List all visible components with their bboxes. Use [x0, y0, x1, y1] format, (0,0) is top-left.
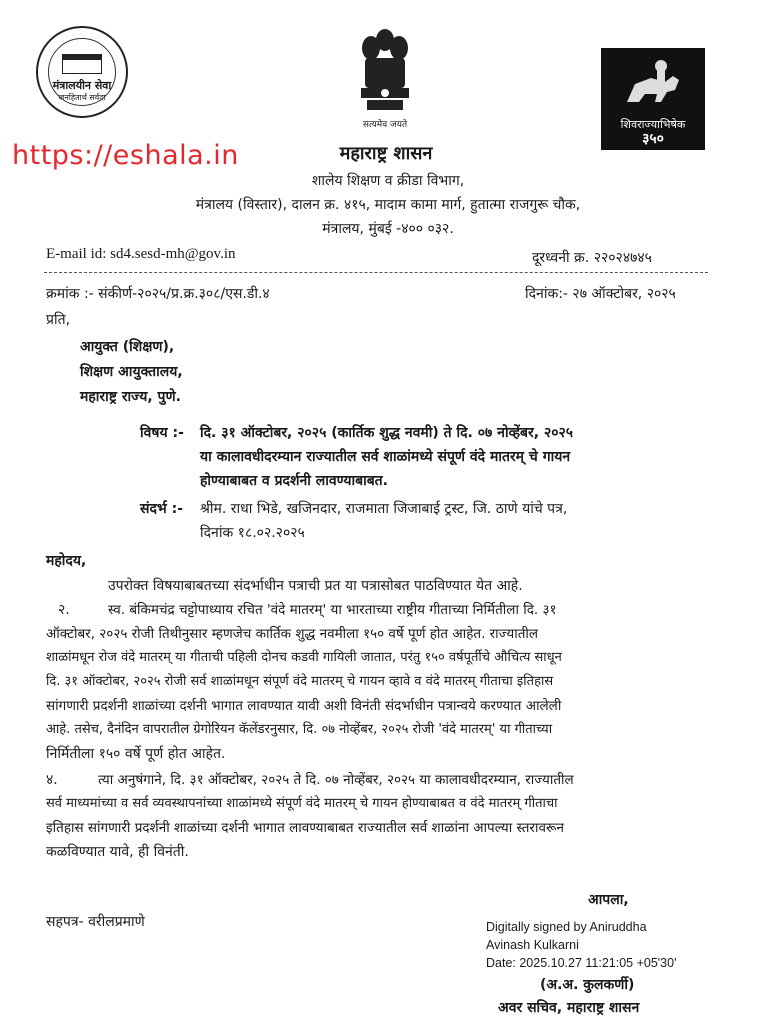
- reference-line-2: दिनांक १८.०२.२०२५: [200, 525, 305, 541]
- paragraph-2-line-7: निर्मितीला १५० वर्षे पूर्ण होत आहेत.: [46, 746, 226, 762]
- subject-label: विषय :-: [140, 425, 184, 441]
- paragraph-4-line-1: त्या अनुषंगाने, दि. ३१ ऑक्टोबर, २०२५ ते दि. ०७ नोव्हेंबर, २०२५ या कालावधीदरम्यान, राज्यातील: [98, 772, 574, 788]
- paragraph-2-line-6: आहे. तसेच, दैनंदिन वापरातील ग्रेगोरियन कॅलेंडरनुसार, दि. ०७ नोव्हेंबर, २०२५ रोजी 'वंदे मातरम्' या गीताच्या: [46, 722, 553, 737]
- reference-line-1: श्रीम. राधा भिडे, खजिनदार, राजमाता जिजाबाई ट्रस्ट, जि. ठाणे यांचे पत्र,: [200, 501, 568, 517]
- horse-rider-icon: [621, 56, 685, 108]
- ashoka-emblem-icon: [355, 26, 415, 116]
- subject-line-3: होण्याबाबत व प्रदर्शनी लावण्याबाबत.: [200, 473, 388, 489]
- signature-line-2: Avinash Kulkarni: [486, 938, 579, 953]
- signature-line-3: Date: 2025.10.27 11:21:05 +05'30': [486, 956, 677, 971]
- phone-line: दूरध्वनी क्र. २२०२४७४५: [532, 250, 652, 266]
- paragraph-2-number: २.: [58, 602, 70, 618]
- address-line-1: मंत्रालय (विस्तार), दालन क्र. ४१५, मादाम कामा मार्ग, हुतात्मा राजगुरू चौक,: [195, 197, 581, 213]
- org-title: महाराष्ट्र शासन: [339, 143, 433, 164]
- seal-subtext: जनहितार्थ सर्वदा: [58, 93, 106, 102]
- recipient-line-3: महाराष्ट्र राज्य, पुणे.: [80, 389, 181, 405]
- letter-date: दिनांक:- २७ ऑक्टोबर, २०२५: [525, 286, 676, 302]
- paragraph-2-line-4: दि. ३१ ऑक्टोबर, २०२५ रोजी सर्व शाळांमधून संपूर्ण वंदे मातरम् चे गायन व्हावे व वंदे मातरम् गीताचा इतिहास: [46, 674, 554, 689]
- salutation: महोदय,: [46, 553, 87, 569]
- paragraph-4-line-3: इतिहास सांगणारी प्रदर्शनी शाळांच्या दर्शनी भागात लावण्याबाबत राज्यातील सर्व शाळांना आपल्या स्तरावरून: [46, 820, 564, 836]
- paragraph-2-line-1: स्व. बंकिमचंद्र चट्टोपाध्याय रचित 'वंदे मातरम्' या भारताच्या राष्ट्रीय गीताच्या निर्मितीला दि. ३१: [108, 602, 557, 618]
- recipient-line-2: शिक्षण आयुक्तालय,: [80, 364, 183, 380]
- seal-text: मंत्रालयीन सेवा: [52, 79, 112, 92]
- paragraph-2-line-3: शाळांमधून रोज वंदे मातरम् या गीताची पहिली दोनच कडवी गायिली जातात, परंतु १५० वर्षपूर्तीचे औचित्य साधून: [46, 650, 562, 665]
- closing-yours: आपला,: [588, 892, 629, 908]
- mantralay-seal-logo: [36, 26, 128, 118]
- paragraph-4-line-2: सर्व माध्यमांच्या व सर्व व्यवस्थापनांच्या शाळांमध्ये संपूर्ण वंदे मातरम् चे गायन होण्याबाबत व वंदे मातरम् गीताचा: [46, 796, 558, 811]
- badge-number: ३५०: [642, 131, 664, 147]
- department-name: शालेय शिक्षण व क्रीडा विभाग,: [311, 173, 465, 189]
- divider-line: [44, 272, 708, 273]
- national-emblem: [350, 26, 420, 134]
- recipient-line-1: आयुक्त (शिक्षण),: [80, 339, 175, 355]
- paragraph-4-line-4: कळविण्यात यावे, ही विनंती.: [46, 844, 189, 860]
- badge-text: शिवराज्याभिषेक: [620, 118, 686, 131]
- shivrajyabhishek-350-logo: [601, 48, 705, 150]
- signatory-initials: (अ.अ. कुलकर्णी): [540, 977, 635, 993]
- reference-label: संदर्भ :-: [140, 501, 184, 517]
- emblem-motto: सत्यमेव जयते: [362, 120, 408, 130]
- signature-line-1: Digitally signed by Aniruddha: [486, 920, 647, 934]
- paragraph-2-line-2: ऑक्टोबर, २०२५ रोजी तिथीनुसार म्हणजेच कार्तिक शुद्ध नवमीला १५० वर्षे पूर्ण होत आहेत. राज्यातील: [46, 626, 539, 642]
- watermark-url: https://eshala.in: [12, 140, 239, 171]
- digital-signature-block: [486, 918, 676, 972]
- email-line: E-mail id: sd4.sesd-mh@gov.in: [46, 246, 236, 262]
- to-label: प्रति,: [46, 312, 71, 328]
- paragraph-4-number: ४.: [46, 772, 58, 788]
- signatory-designation: अवर सचिव, महाराष्ट्र शासन: [498, 1000, 640, 1016]
- paragraph-1: उपरोक्त विषयाबाबतच्या संदर्भाधीन पत्राची प्रत या पत्रासोबत पाठविण्यात येत आहे.: [108, 578, 523, 594]
- subject-line-2: या कालावधीदरम्यान राज्यातील सर्व शाळांमध्ये संपूर्ण वंदे मातरम् चे गायन: [200, 449, 571, 465]
- enclosure-note: सहपत्र- वरीलप्रमाणे: [46, 914, 145, 930]
- paragraph-2-line-5: सांगणारी प्रदर्शनी शाळांच्या दर्शनी भागात लावण्यात यावी अशी विनंती संदर्भाधीन पत्रान्वये करण्यात आलेली: [46, 698, 562, 714]
- address-line-2: मंत्रालय, मुंबई -४०० ०३२.: [322, 221, 454, 237]
- building-icon: [62, 54, 102, 74]
- reference-number: क्रमांक :- संकीर्ण-२०२५/प्र.क्र.३०८/एस.डी.४: [46, 286, 270, 302]
- subject-line-1: दि. ३१ ऑक्टोबर, २०२५ (कार्तिक शुद्ध नवमी) ते दि. ०७ नोव्हेंबर, २०२५: [200, 425, 574, 441]
